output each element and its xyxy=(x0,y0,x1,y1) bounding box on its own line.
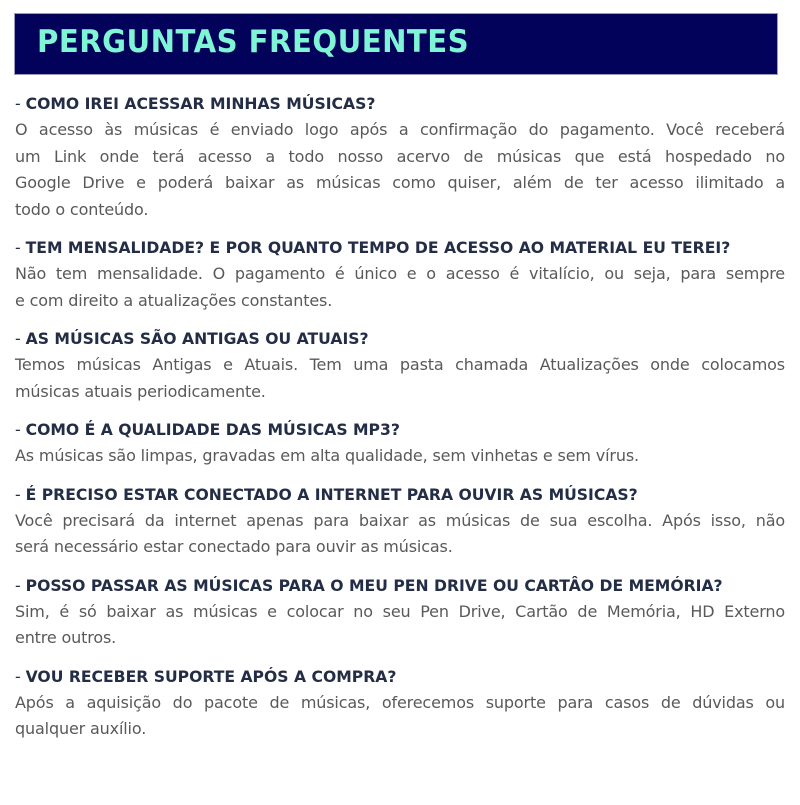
faq-answer-line: músicas atuais periodicamente. xyxy=(15,381,266,401)
faq-answer-line: Google Drive e poderá baixar as músicas como quiser, além de ter acesso ilimitado a xyxy=(15,173,785,192)
faq-list xyxy=(15,91,785,755)
faq-item xyxy=(15,417,785,470)
faq-answer-line: Você precisará da internet apenas para baixar as músicas de sua escolha. Após isso, não xyxy=(15,510,785,530)
faq-question-text: VOU RECEBER SUPORTE APÓS A COMPRA? xyxy=(25,666,397,686)
faq-question xyxy=(15,91,758,117)
faq-answer-line: entre outros. xyxy=(15,628,117,647)
faq-item xyxy=(15,326,785,405)
faq-question-text: COMO É A QUALIDADE DAS MÚSICAS MP3? xyxy=(25,420,400,439)
faq-answer-line: Temos músicas Antigas e Atuais. Tem uma pasta chamada Atualizações onde colocamos xyxy=(15,355,785,374)
faq-question xyxy=(15,664,758,690)
faq-answer-line: todo o conteúdo. xyxy=(15,199,149,219)
faq-answer-line: Não tem mensalidade. O pagamento é único e o acesso é vitalício, ou seja, para sempre xyxy=(15,264,785,283)
faq-item xyxy=(15,91,785,223)
faq-answer-line: um Link onde terá acesso a todo nosso acervo de músicas que está hospedado no xyxy=(15,146,785,166)
faq-answer-line: O acesso às músicas é enviado logo após a confirmação do pagamento. Você receberá xyxy=(15,120,785,139)
bullet-dash: - xyxy=(15,420,26,439)
faq-header-banner xyxy=(14,13,778,75)
faq-answer xyxy=(15,261,785,314)
faq-answer xyxy=(15,117,785,223)
faq-item xyxy=(15,235,785,314)
faq-item xyxy=(15,573,785,652)
next-question-cutoff xyxy=(15,795,785,805)
faq-answer-line: As músicas são limpas, gravadas em alta qualidade, sem vinhetas e sem vírus. xyxy=(15,446,639,465)
bullet-dash: - xyxy=(15,94,26,113)
faq-answer xyxy=(15,443,785,470)
faq-answer-line: qualquer auxílio. xyxy=(15,719,147,738)
faq-item xyxy=(15,664,785,743)
faq-question-text: POSSO PASSAR AS MÚSICAS PARA O MEU PEN DRIVE OU CARTÂO DE MEMÓRIA? xyxy=(25,575,723,595)
faq-question-text: TEM MENSALIDADE? E POR QUANTO TEMPO DE ACESSO AO MATERIAL EU TEREI? xyxy=(25,238,731,257)
bullet-dash: - xyxy=(15,575,26,595)
faq-answer xyxy=(15,599,785,652)
faq-question-text: É PRECISO ESTAR CONECTADO A INTERNET PARA OUVIR AS MÚSICAS? xyxy=(25,484,638,504)
bullet-dash: - xyxy=(15,484,26,504)
faq-answer-line: será necessário estar conectado para ouvir as músicas. xyxy=(15,537,453,556)
faq-question xyxy=(15,482,758,508)
faq-answer xyxy=(15,690,785,743)
faq-item xyxy=(15,482,785,561)
faq-answer-line: Sim, é só baixar as músicas e colocar no seu Pen Drive, Cartão de Memória, HD Externo xyxy=(15,601,785,621)
faq-question xyxy=(15,326,758,352)
faq-answer-line: Após a aquisição do pacote de músicas, oferecemos suporte para casos de dúvidas ou xyxy=(15,692,785,712)
bullet-dash: - xyxy=(15,238,26,257)
bullet-dash: - xyxy=(15,666,26,686)
faq-answer xyxy=(15,508,785,561)
faq-question xyxy=(15,417,758,443)
faq-answer-line: e com direito a atualizações constantes. xyxy=(15,290,333,310)
faq-question-text: COMO IREI ACESSAR MINHAS MÚSICAS? xyxy=(25,94,376,113)
page-title: PERGUNTAS FREQUENTES xyxy=(37,24,470,60)
bullet-dash: - xyxy=(15,329,26,348)
faq-question xyxy=(15,235,758,261)
faq-question-text: AS MÚSICAS SÃO ANTIGAS OU ATUAIS? xyxy=(25,329,369,348)
faq-answer xyxy=(15,352,785,405)
faq-question xyxy=(15,573,758,599)
